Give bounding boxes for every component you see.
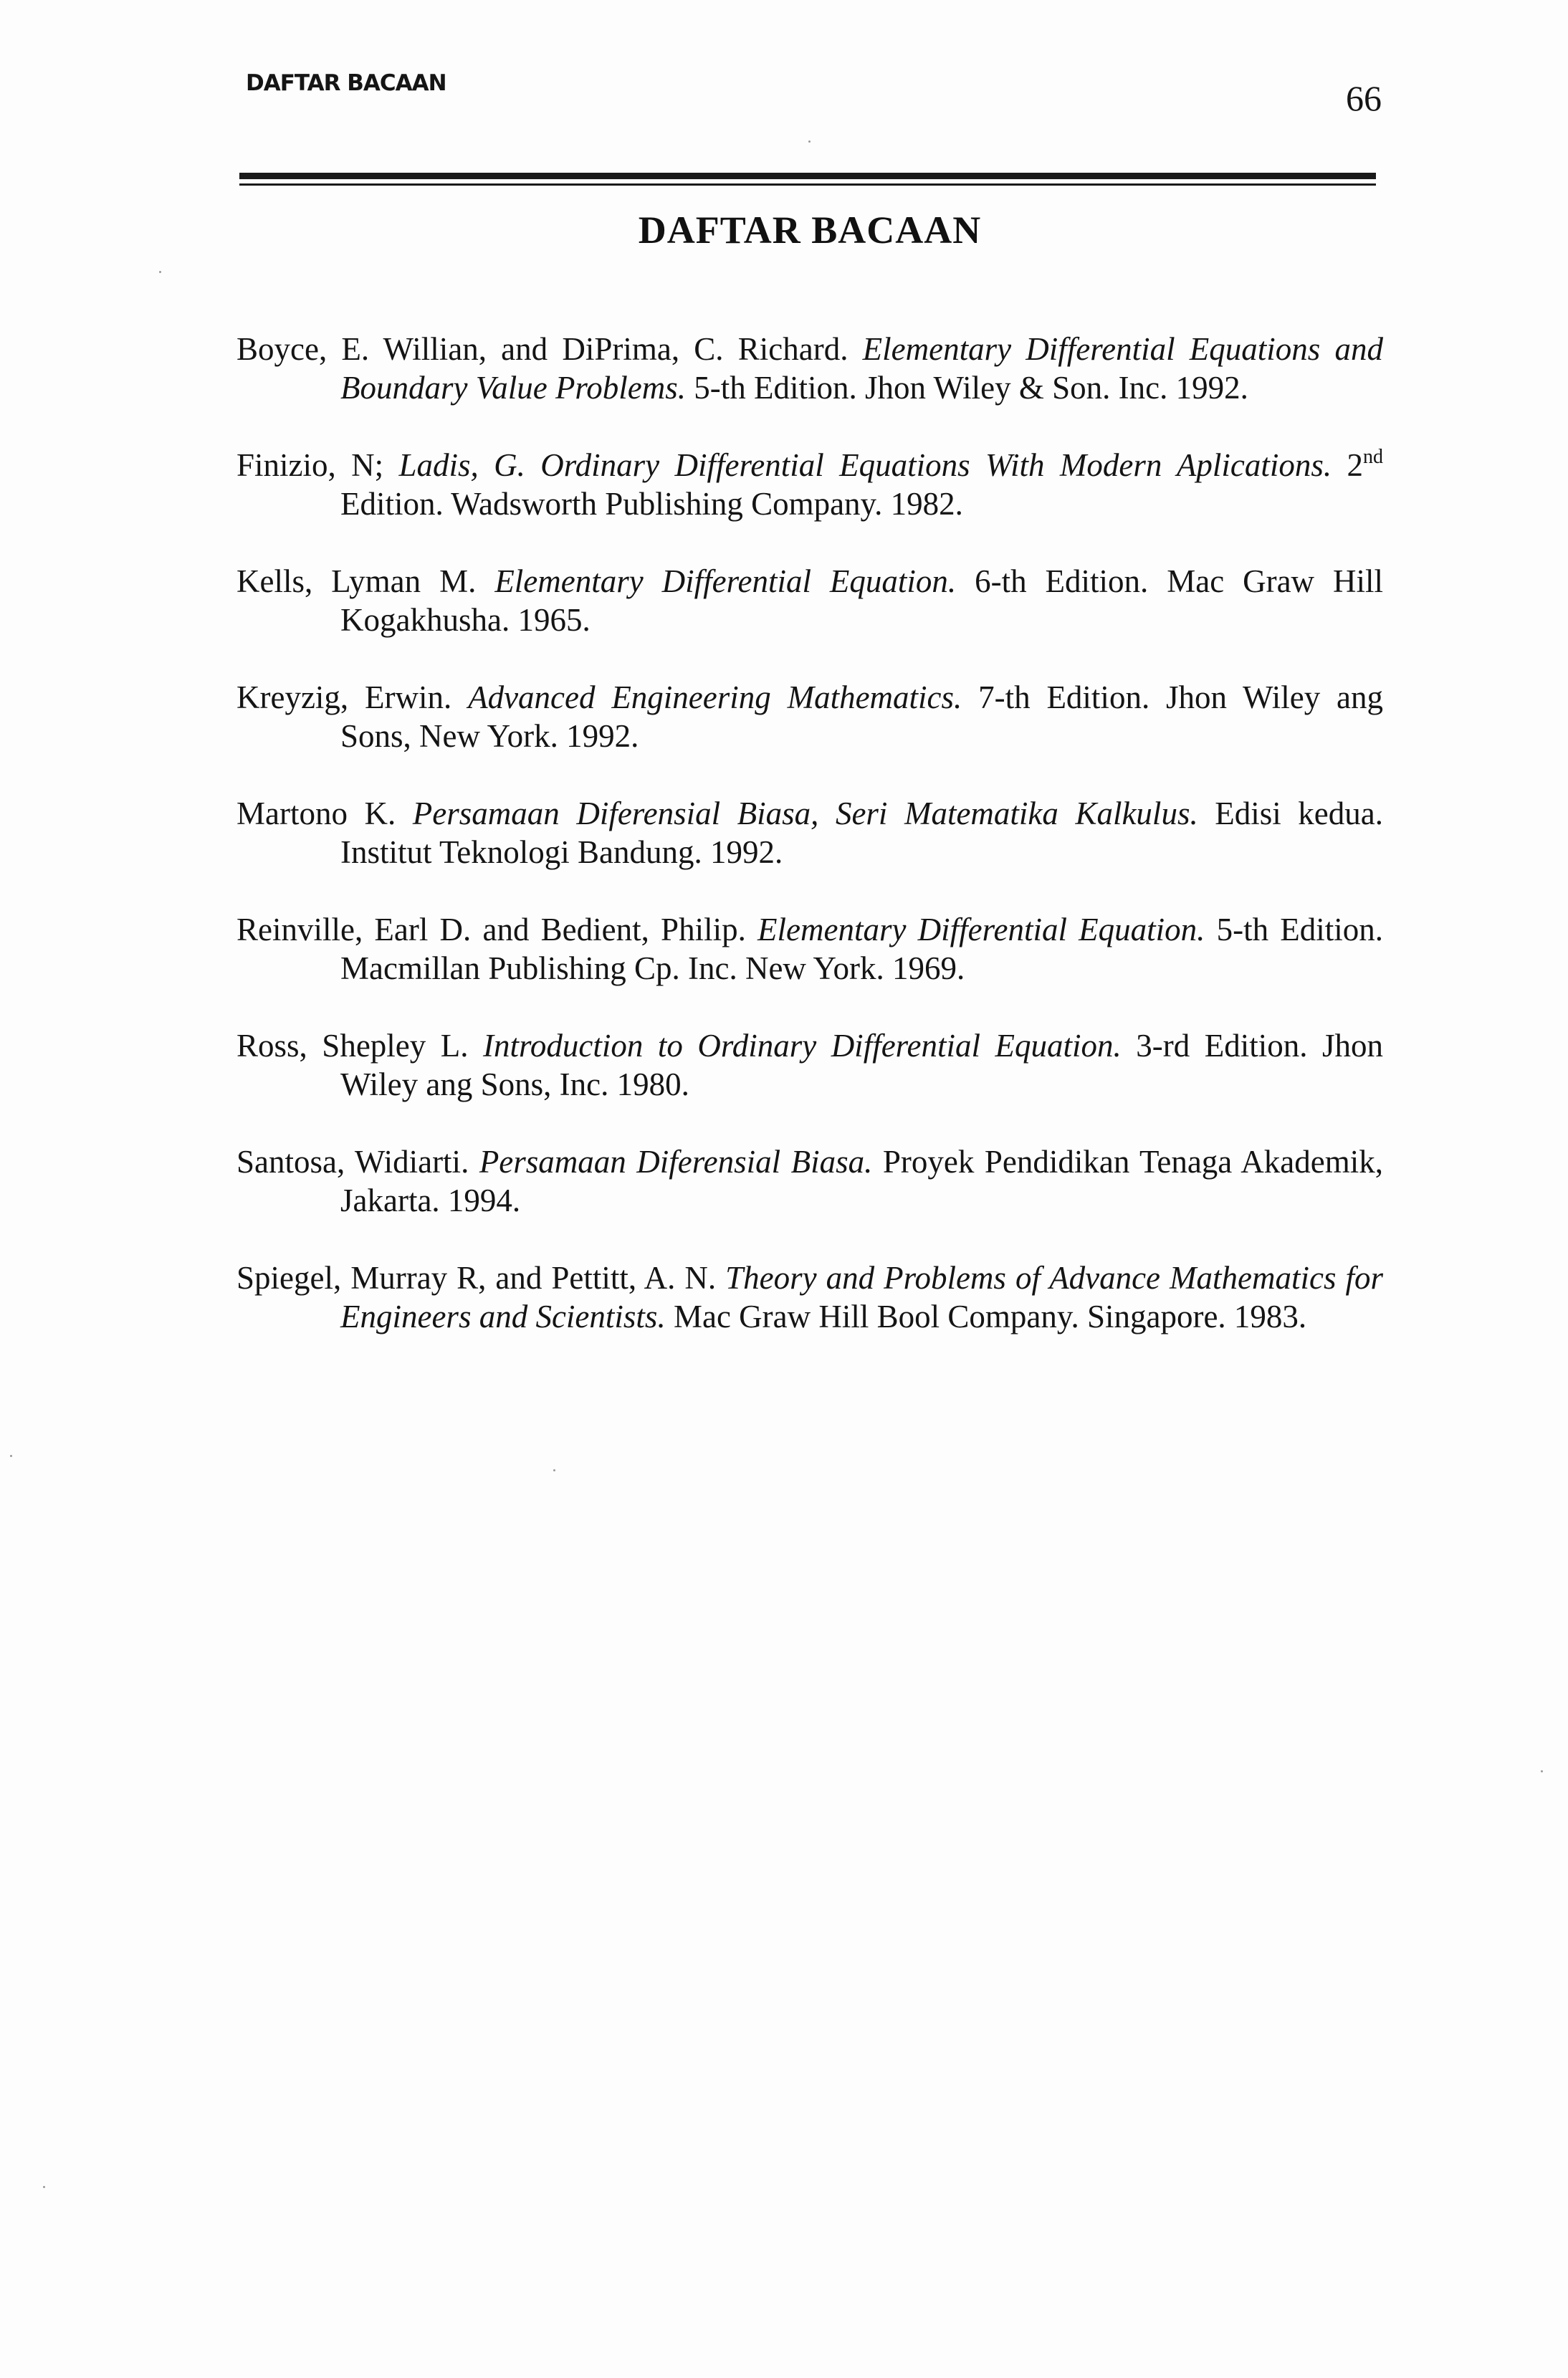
entry-publication: 5-th Edition. Jhon Wiley & Son. Inc. 1992. bbox=[686, 370, 1248, 406]
entry-title: Elementary Differential Equations and Boundary Value Problems. bbox=[340, 331, 1383, 406]
entry-publication: Proyek Pendidikan Tenaga Akademik, Jakarta. 1994. bbox=[340, 1144, 1383, 1218]
entry-authors: Finizio, N; bbox=[236, 447, 399, 483]
scan-speck bbox=[553, 1469, 555, 1471]
entry-authors: Boyce, E. Willian, and DiPrima, C. Richard. bbox=[236, 331, 863, 367]
header-rule-thick bbox=[239, 173, 1376, 179]
header-rule-thin bbox=[239, 183, 1376, 186]
bibliography-entry-finizio bbox=[236, 446, 1383, 523]
bibliography-list bbox=[236, 330, 1383, 1375]
bibliography-entry-kells bbox=[236, 562, 1383, 639]
scan-speck bbox=[1541, 1770, 1543, 1772]
entry-title: Persamaan Diferensial Biasa. bbox=[479, 1144, 873, 1180]
bibliography-entry-spiegel bbox=[236, 1259, 1383, 1336]
bibliography-entry-martono bbox=[236, 794, 1383, 872]
entry-authors: Reinville, Earl D. and Bedient, Philip. bbox=[236, 912, 758, 947]
entry-authors: Santosa, Widiarti. bbox=[236, 1144, 479, 1180]
entry-authors: Kreyzig, Erwin. bbox=[236, 679, 469, 715]
scan-speck bbox=[43, 2186, 45, 2188]
scan-speck bbox=[808, 140, 811, 143]
page-number: 66 bbox=[1346, 78, 1382, 118]
scan-speck bbox=[10, 1455, 12, 1457]
entry-publication: Edition. Wadsworth Publishing Company. 1982. bbox=[340, 486, 963, 522]
bibliography-entry-santosa bbox=[236, 1142, 1383, 1220]
entry-title: Theory and Problems of Advance Mathematics for Engineers and Scientists. bbox=[340, 1260, 1383, 1334]
entry-publication: Mac Graw Hill Bool Company. Singapore. 1983. bbox=[665, 1299, 1307, 1334]
bibliography-entry-kreyzig bbox=[236, 678, 1383, 755]
entry-title: Ladis, G. Ordinary Differential Equations With Modern Aplications. bbox=[398, 447, 1332, 483]
entry-publication: 5-th Edition. Macmillan Publishing Cp. Inc. New York. 1969. bbox=[340, 912, 1384, 986]
entry-publication: 6-th Edition. Mac Graw Hill Kogakhusha. 1965. bbox=[340, 563, 1384, 638]
entry-publication: 7-th Edition. Jhon Wiley ang Sons, New York. 1992. bbox=[340, 679, 1384, 754]
page-title: DAFTAR BACAAN bbox=[638, 209, 982, 252]
entry-authors: Kells, Lyman M. bbox=[236, 563, 495, 599]
bibliography-entry-boyce bbox=[236, 330, 1383, 407]
bibliography-entry-reinville bbox=[236, 910, 1383, 988]
entry-title: Introduction to Ordinary Differential Equation. bbox=[483, 1028, 1122, 1064]
entry-edition-suffix: nd bbox=[1363, 446, 1384, 468]
scan-speck bbox=[159, 271, 161, 273]
entry-edition-number: 2 bbox=[1332, 447, 1364, 483]
entry-authors: Ross, Shepley L. bbox=[236, 1028, 484, 1064]
running-head: DAFTAR BACAAN bbox=[246, 70, 446, 96]
entry-publication: Edisi kedua. Institut Teknologi Bandung. 1992. bbox=[340, 796, 1383, 870]
entry-title: Elementary Differential Equation. bbox=[494, 563, 957, 599]
entry-authors: Martono K. bbox=[236, 796, 413, 831]
entry-title: Elementary Differential Equation. bbox=[757, 912, 1205, 947]
entry-authors: Spiegel, Murray R, and Pettitt, A. N. bbox=[236, 1260, 726, 1296]
entry-title: Persamaan Diferensial Biasa, Seri Matematika Kalkulus. bbox=[412, 796, 1198, 831]
entry-title: Advanced Engineering Mathematics. bbox=[468, 679, 962, 715]
bibliography-entry-ross bbox=[236, 1026, 1383, 1104]
entry-publication: 3-rd Edition. Jhon Wiley ang Sons, Inc. 1980. bbox=[340, 1028, 1383, 1102]
